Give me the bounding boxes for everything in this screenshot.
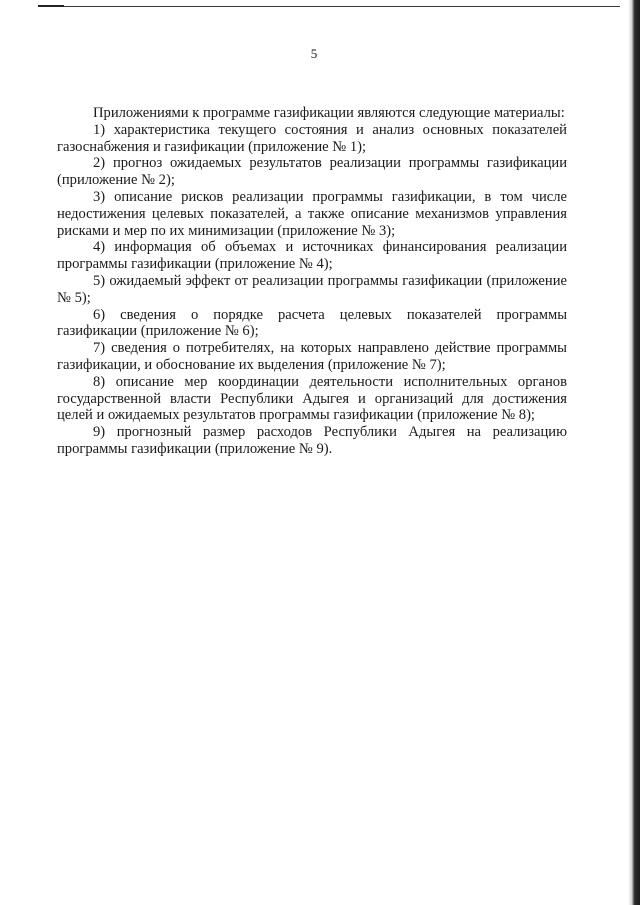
list-item-8: 8) описание мер координации деятельности исполнительных органов государственной власти Республики Адыгея и организаций для достижения целей и ожидаемых результатов программы газификации (приложение № 8); xyxy=(57,373,567,424)
list-item-7: 7) сведения о потребителях, на которых направлено действие программы газификации, и обоснование их выделения (приложение № 7); xyxy=(57,340,567,373)
scan-right-edge xyxy=(628,0,640,905)
list-item-9: 9) прогнозный размер расходов Республики Адыгея на реализацию программы газификации (приложение № 9). xyxy=(57,424,567,457)
page-number: 5 xyxy=(310,46,318,61)
scan-top-border xyxy=(38,6,620,7)
list-item-5: 5) ожидаемый эффект от реализации программы газификации (приложение № 5); xyxy=(57,272,567,306)
list-item-4: 4) информация об объемах и источниках финансирования реализации программы газификации (приложение № 4); xyxy=(57,239,567,273)
list-item-1: 1) характеристика текущего состояния и анализ основных показателей газоснабжения и газификации (приложение № 1); xyxy=(57,121,567,155)
intro-paragraph: Приложениями к программе газификации являются следующие материалы: xyxy=(93,105,565,121)
document-body xyxy=(57,105,567,458)
list-item-2: 2) прогноз ожидаемых результатов реализации программы газификации (приложение № 2); xyxy=(57,155,567,189)
list-item-3: 3) описание рисков реализации программы газификации, в том числе недостижения целевых показателей, а также описание механизмов управления рисками и мер по их минимизации (приложение № 3); xyxy=(57,188,567,239)
list-item-6: 6) сведения о порядке расчета целевых показателей программы газификации (приложение № 6); xyxy=(57,306,567,340)
scan-top-mark xyxy=(38,5,64,7)
